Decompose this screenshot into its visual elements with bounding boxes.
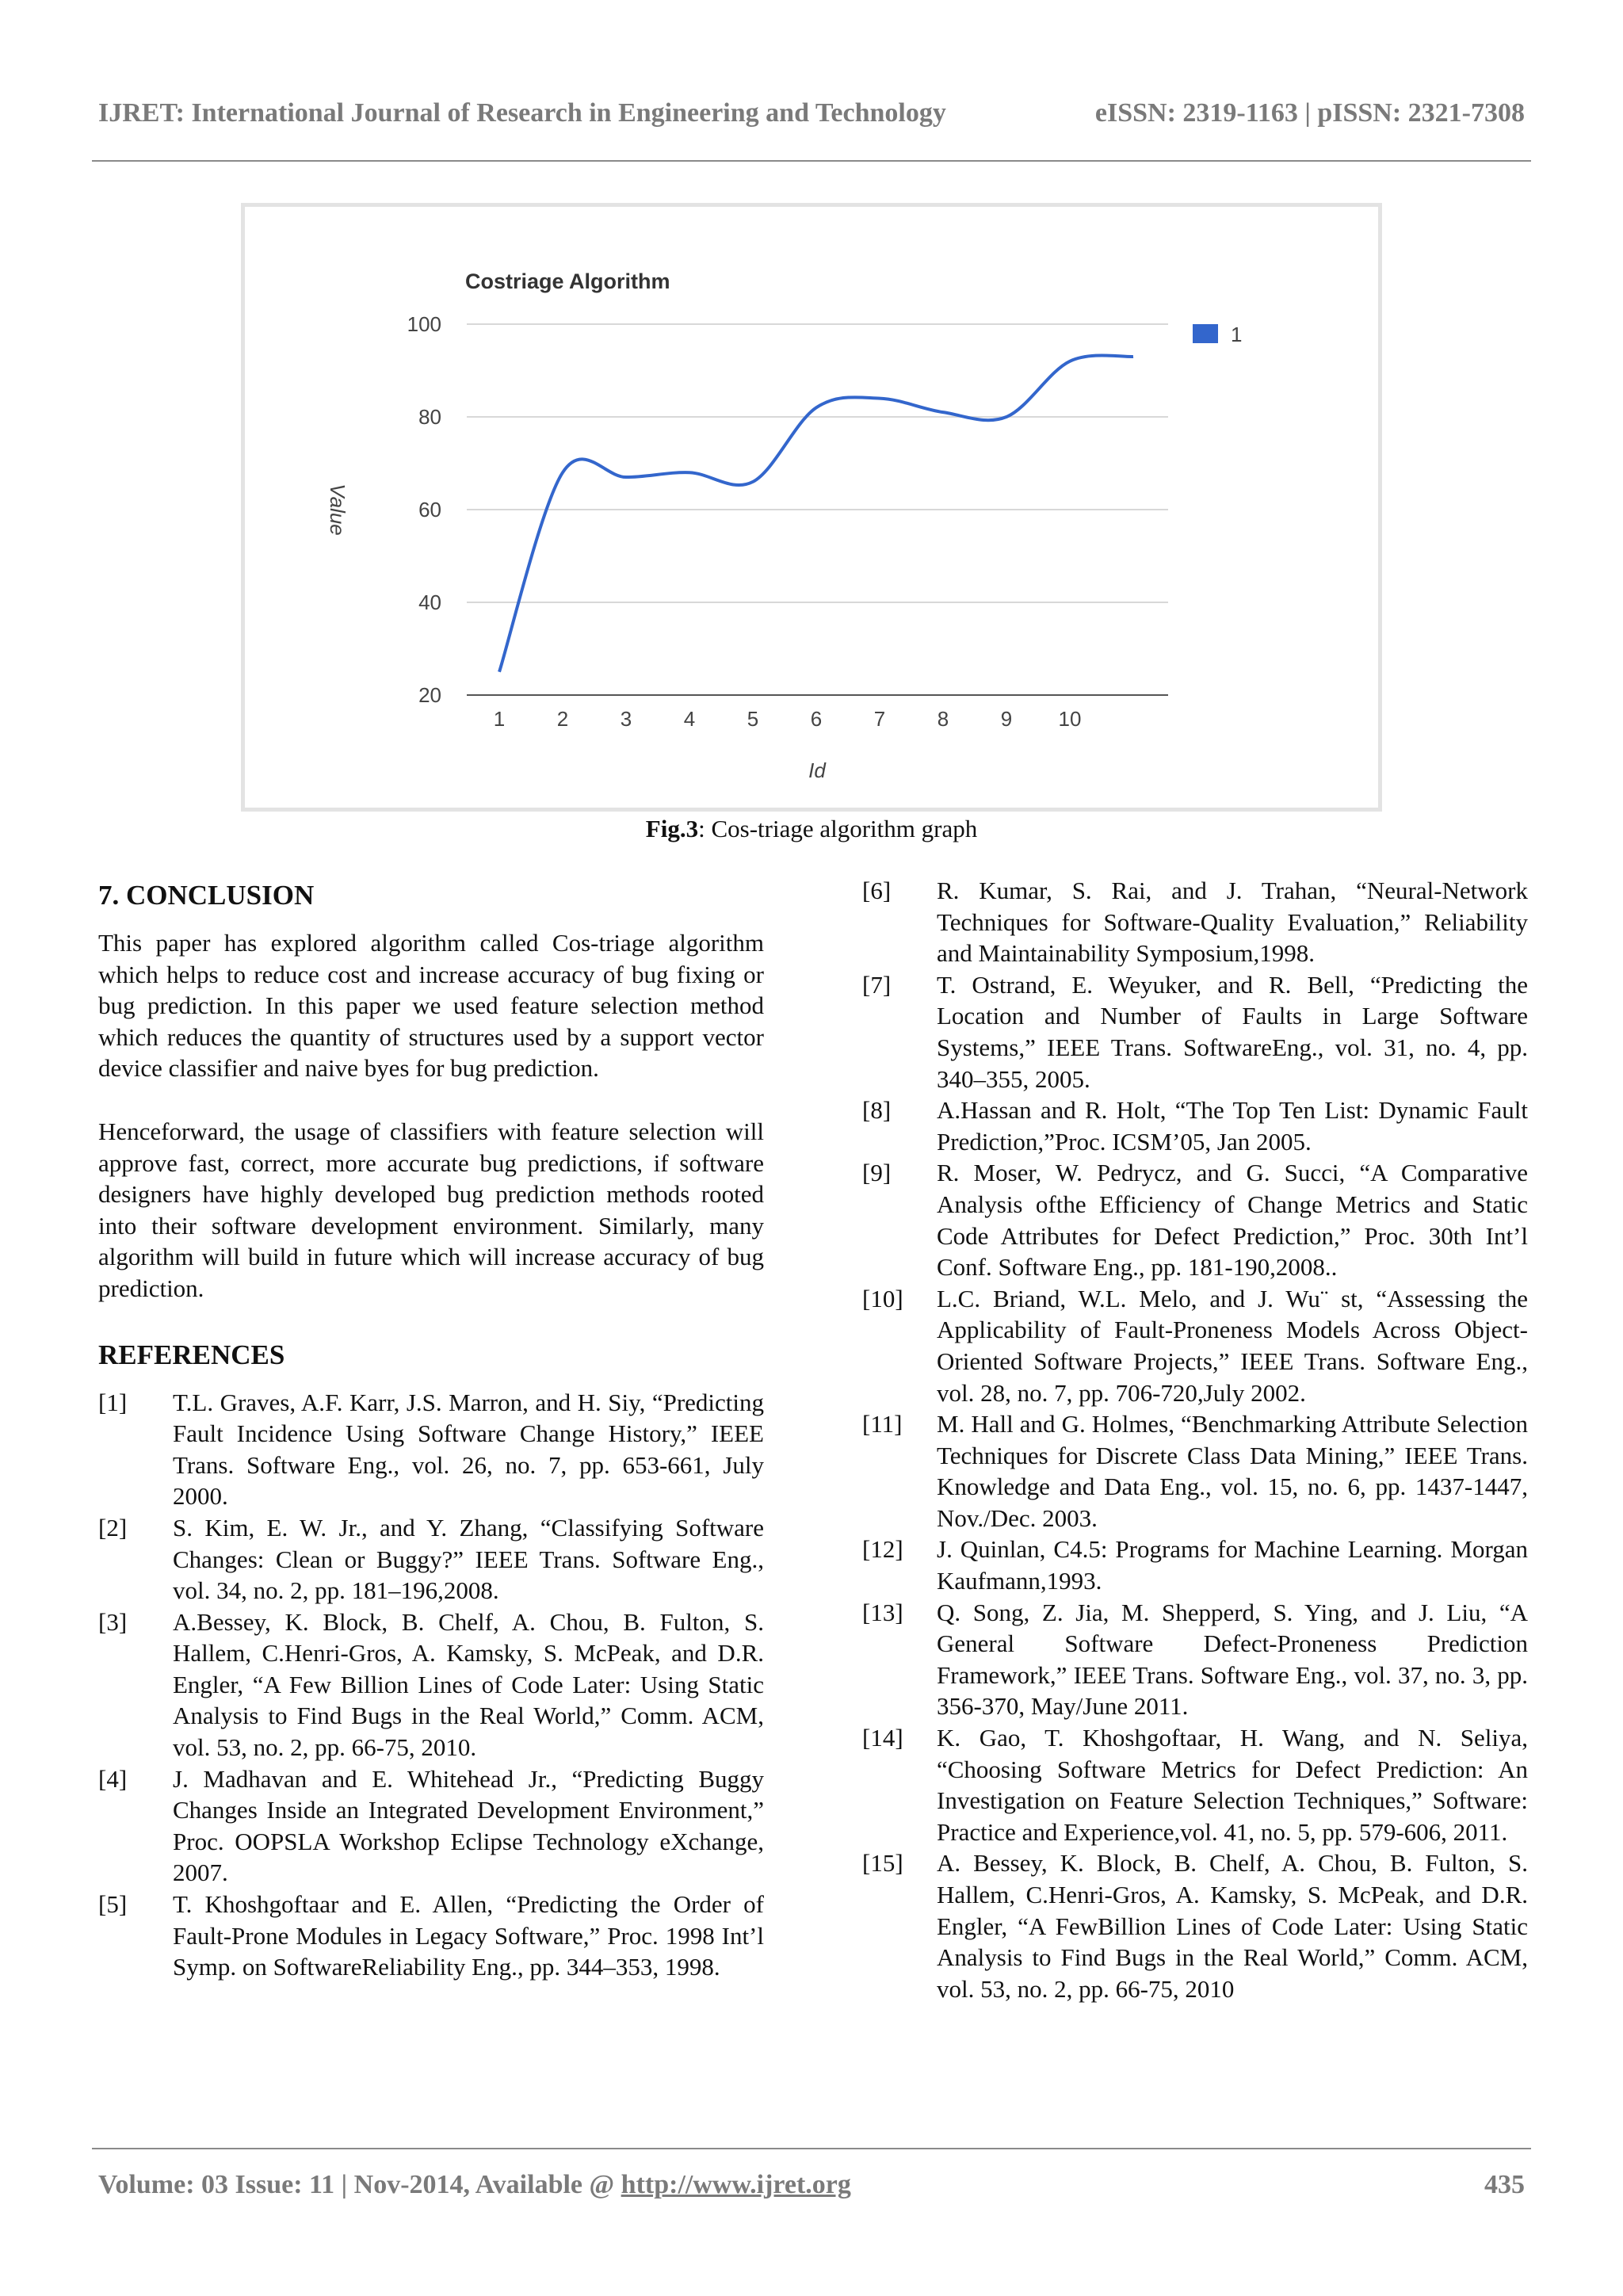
reference-number: [11] [862,1410,903,1438]
reference-item [862,1283,1528,1408]
x-tick-label: 9 [1000,707,1013,731]
reference-text: K. Gao, T. Khoshgoftaar, H. Wang, and N. Seliya, “Choosing Software Metrics for Defect Prediction: An Investigation on Feature Selection Techniques,” Software: Practice and Experience,vol. 41, no. 5, pp. 579-606, 2011. [937,1724,1528,1846]
line-chart [245,207,1378,808]
reference-text: Q. Song, Z. Jia, M. Shepperd, S. Ying, and J. Liu, “A General Software Defect-Proneness Prediction Framework,” IEEE Trans. Software Eng., vol. 37, no. 3, pp. 356-370, May/June 2011. [937,1598,1528,1721]
figure-3-frame [241,203,1382,812]
reference-number: [15] [862,1849,903,1878]
reference-number: [9] [862,1159,892,1187]
reference-text: M. Hall and G. Holmes, “Benchmarking Attribute Selection Techniques for Discrete Class Data Mining,” IEEE Trans. Knowledge and Data Eng., vol. 15, no. 6, pp. 1437-1447, Nov./Dec. 2003. [937,1410,1528,1532]
y-tick-label: 80 [418,405,441,429]
x-tick-label: 7 [873,707,886,731]
x-tick-label: 3 [620,707,632,731]
legend-swatch [1193,324,1218,343]
x-tick-label: 10 [1058,707,1082,731]
y-tick-label: 100 [407,312,441,336]
reference-item [862,1534,1528,1596]
legend-label: 1 [1231,323,1243,346]
reference-item [862,1095,1528,1157]
running-header [98,94,1525,141]
reference-number: [2] [98,1513,128,1541]
x-tick-label: 2 [556,707,569,731]
reference-item [862,1157,1528,1282]
footer-volume [98,2170,851,2200]
reference-text: T. Khoshgoftaar and E. Allen, “Predicting the Order of Fault-Prone Modules in Legacy Software,” Proc. 1998 Int’l Symp. on SoftwareReliability Eng., pp. 344–353, 1998. [173,1890,764,1981]
reference-item [98,1763,764,1889]
reference-text: T. Ostrand, E. Weyuker, and R. Bell, “Predicting the Location and Number of Faults in Large Software Systems,” IEEE Trans. SoftwareEng., vol. 31, no. 4, pp. 340–355, 2005. [937,970,1528,1093]
reference-item [862,1597,1528,1722]
reference-number: [14] [862,1724,903,1752]
reference-text: L.C. Briand, W.L. Melo, and J. Wu¨ st, “Assessing the Applicability of Fault-Proneness Models Across Object-Oriented Software Projects,” IEEE Trans. Software Eng., vol. 28, no. 7, pp. 706-720,July 2002. [937,1284,1528,1407]
reference-item [98,1889,764,1983]
y-tick-label: 40 [418,590,441,614]
conclusion-paragraph-2: Henceforward, the usage of classifiers with feature selection will approve fast, correct, more accurate bug predictions, if software designers have highly developed bug prediction methods rooted into their software development environment. Similarly, many algorithm will build in future which will increase accuracy of bug prediction. [98,1117,764,1302]
right-column [862,875,1528,2004]
reference-list-left [98,1387,764,1983]
conclusion-paragraph-1: This paper has explored algorithm called Cos-triage algorithm which helps to reduce cost and increase accuracy of bug fixing or bug prediction. In this paper we used feature selection method which reduces the quantity of structures used by a support vector device classifier and naive byes for bug prediction. [98,929,764,1083]
reference-number: [13] [862,1598,903,1626]
figure-label: Fig.3 [645,815,699,842]
reference-text: J. Quinlan, C4.5: Programs for Machine Learning. Morgan Kaufmann,1993. [937,1535,1528,1595]
chart-title: Costriage Algorithm [465,269,670,293]
running-footer [98,2170,1525,2210]
x-tick-label: 6 [810,707,823,731]
references-heading: REFERENCES [98,1339,285,1370]
reference-text: R. Moser, W. Pedrycz, and G. Succi, “A Comparative Analysis ofthe Efficiency of Change Metrics and Static Code Attributes for Defect Prediction,” Proc. 30th Int’l Conf. Software Eng., pp. 181-190,2008.. [937,1159,1528,1282]
reference-text: A.Bessey, K. Block, B. Chelf, A. Chou, B. Fulton, S. Hallem, C.Henri-Gros, A. Kamsky, S. McPeak, and D.R. Engler, “A Few Billion Lines of Code Later: Using Static Analysis to Find Bugs in the Real World,” Comm. ACM, vol. 53, no. 2, pp. 66-75, 2010. [173,1607,764,1762]
y-tick-label: 20 [418,683,441,707]
footer-rule [92,2148,1531,2149]
journal-title: IJRET: International Journal of Research in Engineering and Technology [98,98,946,128]
y-tick-label: 60 [418,498,441,521]
reference-number: [6] [862,877,892,904]
x-tick-label: 1 [493,707,506,731]
reference-number: [8] [862,1096,892,1125]
reference-item [862,1722,1528,1847]
reference-text: J. Madhavan and E. Whitehead Jr., “Predicting Buggy Changes Inside an Integrated Development Environment,” Proc. OOPSLA Workshop Eclipse Technology eXchange, 2007. [173,1764,764,1887]
reference-number: [3] [98,1607,128,1636]
series-line-1 [499,355,1133,671]
reference-item [862,1408,1528,1534]
left-column [98,878,764,1983]
page-number: 435 [1484,2170,1525,2199]
reference-text: R. Kumar, S. Rai, and J. Trahan, “Neural-Network Techniques for Software-Quality Evaluation,” Reliability and Maintainability Symposium,1998. [937,877,1528,968]
reference-text: S. Kim, E. W. Jr., and Y. Zhang, “Classifying Software Changes: Clean or Buggy?” IEEE Trans. Software Eng., vol. 34, no. 2, pp. 181–196,2008. [173,1513,764,1605]
reference-number: [5] [98,1890,128,1919]
figure-caption [0,815,1623,843]
reference-item [862,875,1528,969]
journal-link[interactable]: http://www.ijret.org [621,2170,851,2199]
reference-text: T.L. Graves, A.F. Karr, J.S. Marron, and H. Siy, “Predicting Fault Incidence Using Software Change History,” IEEE Trans. Software Eng., vol. 26, no. 7, pp. 653-661, July 2000. [173,1388,764,1511]
reference-text: A.Hassan and R. Holt, “The Top Ten List: Dynamic Fault Prediction,”Proc. ICSM’05, Jan 2005. [937,1096,1528,1156]
reference-number: [7] [862,970,892,999]
reference-item [98,1387,764,1512]
reference-number: [1] [98,1388,128,1416]
reference-number: [4] [98,1764,128,1793]
reference-text: A. Bessey, K. Block, B. Chelf, A. Chou, B. Fulton, S. Hallem, C.Henri-Gros, A. Kamsky, S. McPeak, and D.R. Engler, “A FewBillion Lines of Code Later: Using Static Analysis to Find Bugs in the Real World,” Comm. ACM, vol. 53, no. 2, pp. 66-75, 2010 [937,1849,1528,2003]
footer-volume-text: Volume: 03 Issue: 11 | Nov-2014, Available @ [98,2170,621,2199]
y-axis-label: Value [326,483,349,536]
reference-item [862,969,1528,1095]
reference-item [862,1847,1528,2004]
x-axis-label: Id [808,758,826,782]
reference-number: [12] [862,1535,903,1564]
x-tick-label: 4 [683,707,696,731]
issn-info: eISSN: 2319-1163 | pISSN: 2321-7308 [1094,98,1525,128]
reference-item [98,1606,764,1763]
x-tick-label: 8 [937,707,949,731]
reference-item [98,1512,764,1606]
conclusion-heading: 7. CONCLUSION [98,880,315,911]
header-rule [92,160,1531,162]
figure-caption-text: : Cos-triage algorithm graph [698,815,978,842]
reference-list-right [862,875,1528,2004]
x-tick-label: 5 [747,707,759,731]
reference-number: [10] [862,1284,903,1312]
